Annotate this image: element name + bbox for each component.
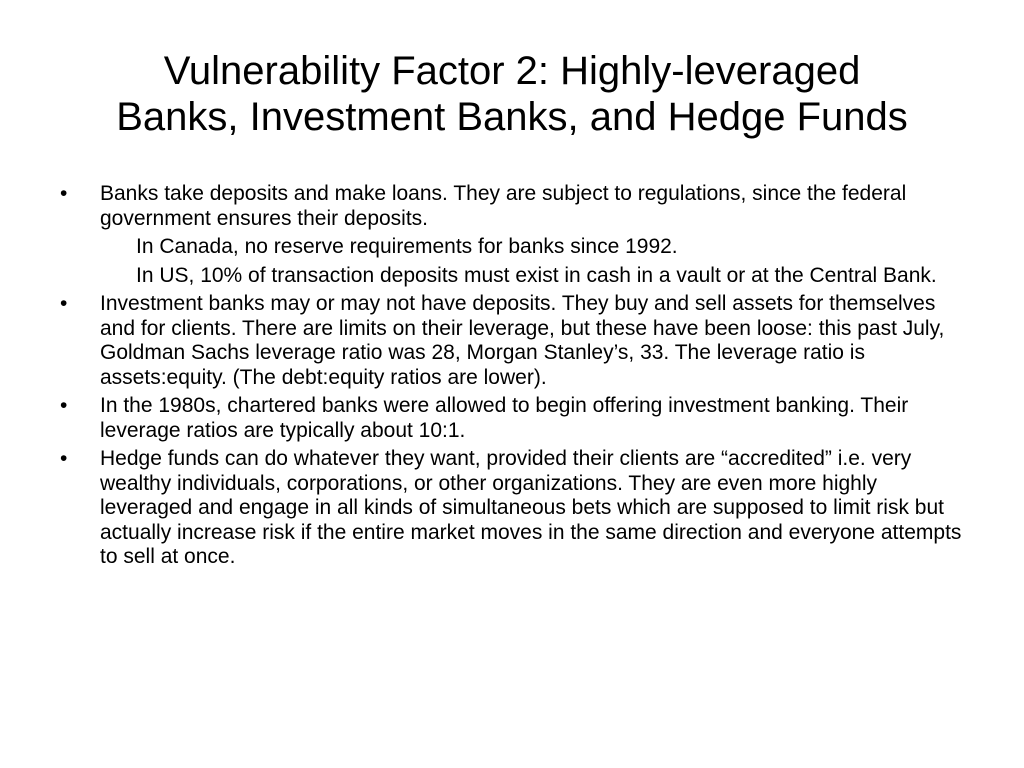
bullet-glyph: •: [60, 292, 68, 315]
slide-title: [40, 48, 984, 140]
bullet-item-hedge-funds: [60, 447, 972, 570]
bullet-text: Hedge funds can do whatever they want, provided their clients are “accredited” i.e. very wealthy individuals, corporations, or other organizations. They are even more highly leveraged and engage in all kinds of simultaneous bets which are supposed to limit risk but actually increase risk if the entire market moves in the same direction and everyone attempts to sell at once.: [100, 447, 962, 568]
sub-item-canada: [60, 235, 972, 260]
bullet-glyph: •: [60, 394, 68, 417]
bullet-glyph: •: [60, 182, 68, 205]
bullet-item-investment-banks: [60, 292, 972, 390]
bullet-item-banks: [60, 182, 972, 231]
bullet-item-chartered-banks: [60, 394, 972, 443]
sub-item-text: In US, 10% of transaction deposits must exist in cash in a vault or at the Central Bank.: [136, 263, 937, 287]
sub-item-us: [60, 264, 972, 289]
slide-title-line-1: Vulnerability Factor 2: Highly-leveraged: [163, 49, 861, 93]
bullet-text: In the 1980s, chartered banks were allowed to begin offering investment banking. Their leverage ratios are typically about 10:1.: [100, 394, 909, 442]
slide-title-line-2: Banks, Investment Banks, and Hedge Funds: [116, 95, 908, 139]
sub-item-text: In Canada, no reserve requirements for banks since 1992.: [136, 235, 678, 258]
slide-body: [60, 182, 972, 574]
bullet-text: Investment banks may or may not have deposits. They buy and sell assets for themselves and for clients. There are limits on their leverage, but these have been loose: this past July, Goldman Sachs leverage ratio was 28, Morgan Stanley’s, 33. The leverage ratio is assets:equity. (The debt:equity ratios are lower).: [100, 292, 945, 389]
bullet-glyph: •: [60, 447, 68, 470]
bullet-text: Banks take deposits and make loans. They are subject to regulations, since the federal government ensures their deposits.: [100, 182, 907, 230]
